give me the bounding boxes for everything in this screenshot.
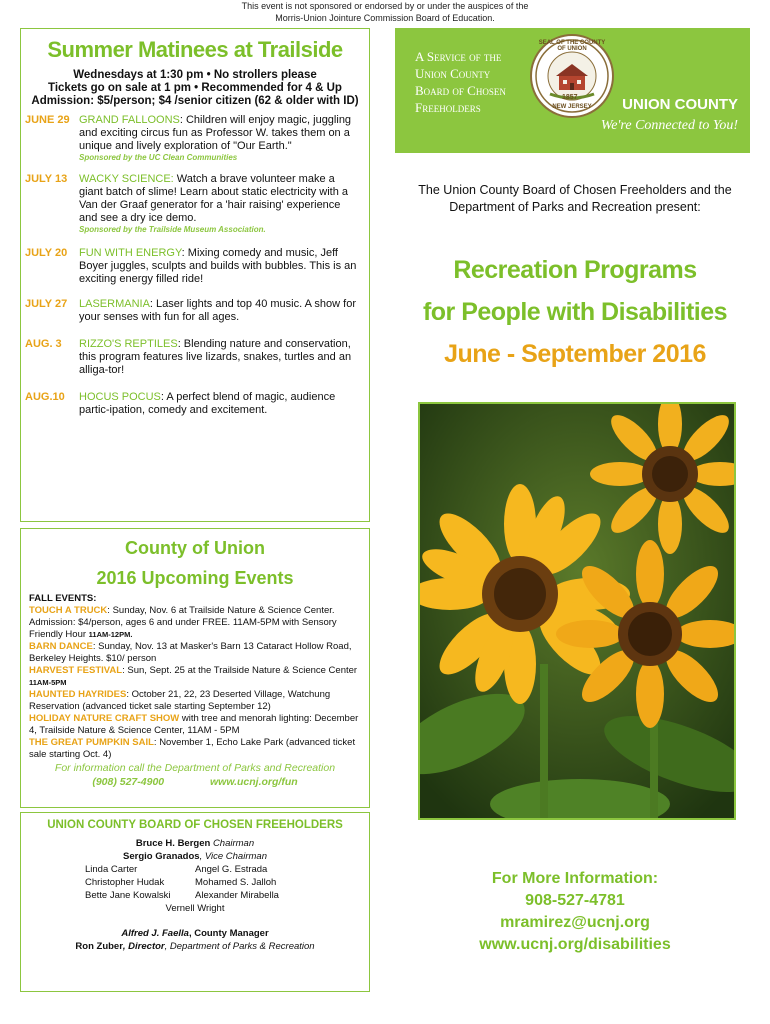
header-band bbox=[395, 28, 750, 153]
fall-event-name: HAUNTED HAYRIDES bbox=[29, 689, 127, 700]
fall-event-text: : Sunday, Nov. 13 at Masker's Barn 13 Cataract Hollow Road, Berkeley Heights. $10/ person bbox=[29, 641, 352, 664]
service-line: Board of Chosen bbox=[415, 83, 506, 98]
director-dept: , Department of Parks & Recreation bbox=[164, 941, 315, 952]
event-sponsor: Sponsored by the Trailside Museum Association. bbox=[79, 225, 266, 234]
county-seal-logo bbox=[530, 34, 614, 118]
manager-line bbox=[21, 927, 369, 940]
matinees-title: Summer Matinees at Trailside bbox=[47, 37, 343, 62]
fall-event-text: : November 1, Echo Lake Park (advanced ticket sale starting Oct. 4) bbox=[29, 737, 356, 760]
fall-event-text: : October 21, 22, 23 Deserted Village, Watchung Reservation (advanced ticket sale starting September 12) bbox=[29, 689, 331, 712]
fall-event-name: TOUCH A TRUCK bbox=[29, 605, 108, 616]
disclaimer-line-1: This event is not sponsored or endorsed by or under the auspices of the bbox=[241, 1, 529, 11]
fall-event-item bbox=[29, 605, 361, 641]
event-date: JULY 13 bbox=[25, 173, 68, 185]
upcoming-title-1: County of Union bbox=[125, 538, 265, 558]
vice-chairman-name: Sergio Granados bbox=[123, 851, 200, 862]
chairman-role: Chairman bbox=[212, 838, 255, 849]
event-desc: : A perfect blend of magic, audience partic-ipation, comedy and excitement. bbox=[79, 391, 336, 416]
program-title-1: Recreation Programs bbox=[453, 256, 697, 284]
fall-event-name: HOLIDAY NATURE CRAFT SHOW bbox=[29, 713, 180, 724]
county-tagline: We're Connected to You! bbox=[600, 118, 738, 133]
matinee-event bbox=[21, 391, 369, 417]
fall-event-text: : Sunday, Nov. 6 at Trailside Nature & Science Center. Admission: $4/person, ages 6 and under FREE. 11AM-5PM with Sensory Friendly Hour bbox=[29, 605, 337, 640]
disclaimer bbox=[200, 0, 570, 24]
event-date: JULY 27 bbox=[25, 298, 68, 310]
member-name: Mohamed S. Jalloh bbox=[195, 877, 277, 888]
event-date: JUNE 29 bbox=[25, 114, 70, 126]
program-dates: June - September 2016 bbox=[444, 340, 706, 368]
event-sponsor: Sponsored by the UC Clean Communities bbox=[79, 153, 238, 162]
contact-phone: 908-527-4781 bbox=[525, 892, 625, 909]
fall-event-name: THE GREAT PUMPKIN SAIL bbox=[29, 737, 154, 748]
more-info bbox=[400, 868, 750, 956]
fall-event-text: : Sun, Sept. 25 at the Trailside Nature & Science Center bbox=[122, 665, 358, 676]
event-title: FUN WITH ENERGY bbox=[79, 247, 182, 259]
director-role: , Director bbox=[122, 941, 165, 952]
manager-role: , County Manager bbox=[188, 928, 269, 939]
fall-event-item bbox=[29, 689, 361, 713]
program-title-2: for People with Disabilities bbox=[422, 298, 728, 326]
member-name: Angel G. Estrada bbox=[195, 864, 268, 875]
more-info-heading: For More Information: bbox=[491, 870, 659, 887]
event-desc: Watch a brave volunteer make a giant batch of slime! Learn about static electricity with a Van der Graaf generator for a 'hair raising' experience and see a dry ice demo. bbox=[79, 173, 349, 224]
event-title: LASERMANIA bbox=[79, 298, 150, 310]
matinees-intro-1: Wednesdays at 1:30 pm • No strollers please bbox=[73, 69, 317, 81]
event-date: AUG. 3 bbox=[25, 338, 62, 350]
info-line: For information call the Department of Parks and Recreation bbox=[54, 762, 336, 774]
service-line: A Service of the bbox=[415, 49, 502, 64]
seal-text: SEAL OF THE COUNTY OF UNION bbox=[538, 40, 606, 52]
seal-state: NEW JERSEY bbox=[552, 104, 592, 110]
matinee-event bbox=[21, 338, 369, 377]
event-desc: : Laser lights and top 40 music. A show for your senses with fun for all ages. bbox=[79, 298, 356, 323]
freeholders-title: UNION COUNTY BOARD OF CHOSEN FREEHOLDERS bbox=[21, 819, 369, 831]
member-name: Bette Jane Kowalski bbox=[85, 890, 171, 901]
sunflower-icon bbox=[420, 404, 736, 820]
fall-events-list bbox=[21, 593, 369, 761]
fall-event-item bbox=[29, 641, 361, 665]
fall-event-item bbox=[29, 713, 361, 737]
fall-event-item bbox=[29, 665, 361, 689]
matinees-intro-3: Admission: $5/person; $4 /senior citizen (62 & older with ID) bbox=[31, 95, 359, 107]
fall-event-item bbox=[29, 737, 361, 761]
sunflower-photo bbox=[418, 402, 736, 820]
parks-phone: (908) 527-4900 bbox=[92, 776, 165, 788]
upcoming-events-box bbox=[20, 528, 370, 808]
seal-year: 1857 bbox=[562, 94, 578, 101]
matinees-box bbox=[20, 28, 370, 522]
director-name: Ron Zuber bbox=[75, 941, 123, 952]
fall-event-name: BARN DANCE bbox=[29, 641, 93, 652]
director-line bbox=[21, 940, 369, 953]
fall-events-label: FALL EVENTS: bbox=[29, 593, 97, 604]
member-name: Alexander Mirabella bbox=[195, 890, 279, 901]
matinee-event bbox=[21, 247, 369, 286]
present-text: The Union County Board of Chosen Freeholders and the Department of Parks and Recreation present: bbox=[418, 183, 732, 214]
chairman-line bbox=[21, 837, 369, 850]
upcoming-title-2: 2016 Upcoming Events bbox=[96, 568, 294, 588]
event-date: JULY 20 bbox=[25, 247, 68, 259]
parks-web-link[interactable]: www.ucnj.org/fun bbox=[209, 776, 298, 788]
event-title: RIZZO'S REPTILES bbox=[79, 338, 178, 350]
service-line: Freeholders bbox=[415, 100, 481, 115]
contact-email-link[interactable]: mramirez@ucnj.org bbox=[500, 914, 650, 931]
county-name: UNION COUNTY bbox=[622, 96, 738, 113]
event-title: WACKY SCIENCE: bbox=[79, 173, 174, 185]
event-desc: : Blending nature and conservation, this program features live lizards, snakes, turtles and an alliga-tor! bbox=[79, 338, 352, 376]
freeholders-box bbox=[20, 812, 370, 992]
contact-web-link[interactable]: www.ucnj.org/disabilities bbox=[479, 936, 671, 953]
matinee-event bbox=[21, 298, 369, 324]
event-title: HOCUS POCUS bbox=[79, 391, 161, 403]
service-text bbox=[415, 48, 530, 116]
fall-event-name: HARVEST FESTIVAL bbox=[29, 665, 123, 676]
event-desc: : Mixing comedy and music, Jeff Boyer juggles, sculpts and builds with bubbles. This is an exciting energy filled ride! bbox=[79, 247, 357, 285]
event-desc: : Children will enjoy magic, juggling and exciting circus fun as Professor W. takes them on a unique and lively exploration of "Our Earth." bbox=[79, 114, 352, 152]
vice-chairman-role: , Vice Chairman bbox=[199, 851, 267, 862]
fall-event-time: 11AM-12PM. bbox=[88, 630, 133, 639]
matinees-intro-2: Tickets go on sale at 1 pm • Recommended for 4 & Up bbox=[48, 82, 342, 94]
matinee-event bbox=[21, 173, 369, 235]
members-grid bbox=[21, 863, 369, 902]
member-name: Vernell Wright bbox=[165, 903, 225, 914]
matinee-event bbox=[21, 114, 369, 163]
member-name: Christopher Hudak bbox=[85, 877, 165, 888]
service-line: Union County bbox=[415, 66, 491, 81]
vice-chairman-line bbox=[21, 850, 369, 863]
manager-name: Alfred J. Faella bbox=[121, 928, 189, 939]
disclaimer-line-2: Morris-Union Jointure Commission Board of Education. bbox=[275, 13, 495, 23]
event-title: GRAND FALLOONS bbox=[79, 114, 180, 126]
fall-event-time: 11AM-5PM bbox=[29, 678, 67, 687]
member-name: Linda Carter bbox=[85, 864, 138, 875]
event-date: AUG.10 bbox=[25, 391, 65, 403]
contact-line bbox=[21, 775, 369, 789]
fall-event-text: with tree and menorah lighting: December 4, Trailside Nature & Science Center, 11AM - 5PM bbox=[29, 713, 359, 736]
chairman-name: Bruce H. Bergen bbox=[135, 838, 211, 849]
